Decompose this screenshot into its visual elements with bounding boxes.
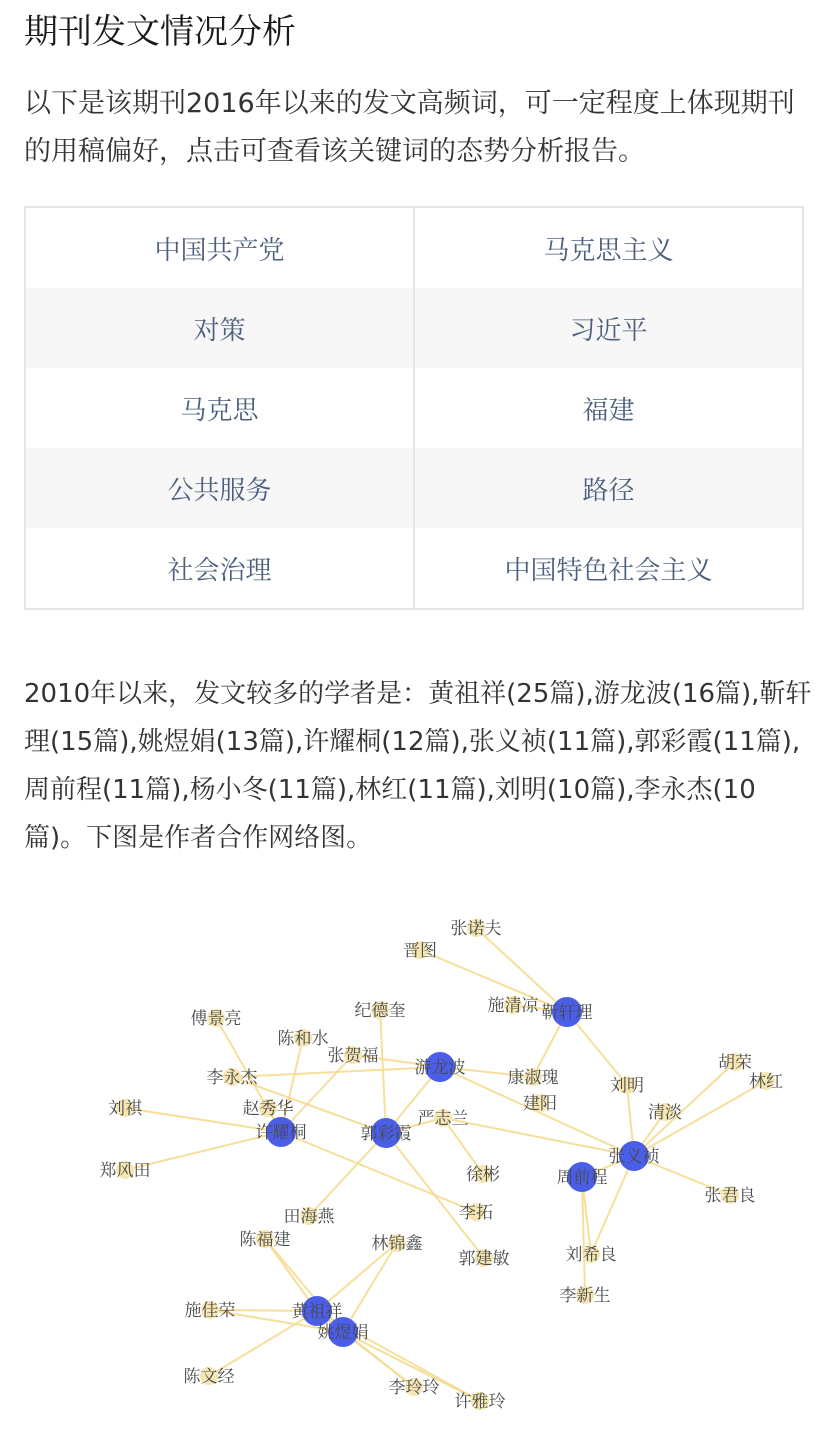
authors-paragraph: 2010年以来，发文较多的学者是：黄祖祥(25篇),游龙波(16篇),靳轩理(15篇),姚煜娟(13篇),许耀桐(12篇),张义祯(11篇),郭彩霞(11篇),周前程(11篇),杨小冬(11篇),林红(11篇),刘明(10篇),李永杰(10篇)。下图是作者合作网络图。 bbox=[24, 679, 812, 853]
network-edge bbox=[380, 1010, 386, 1133]
network-node-label: 施佳荣 bbox=[184, 1301, 236, 1321]
keyword-row bbox=[26, 448, 802, 528]
keyword-link[interactable]: 公共服务 bbox=[26, 448, 415, 528]
network-node-label: 刘明 bbox=[610, 1076, 644, 1096]
network-node-label: 陈和水 bbox=[277, 1029, 329, 1049]
network-node-label: 李玲玲 bbox=[388, 1378, 440, 1398]
keyword-link[interactable]: 中国特色社会主义 bbox=[504, 555, 713, 586]
network-node-label: 施清凉 bbox=[487, 996, 539, 1016]
network-node-label: 李永杰 bbox=[206, 1068, 258, 1088]
network-edge bbox=[343, 1243, 397, 1332]
network-edge bbox=[281, 1055, 353, 1132]
network-nodes bbox=[116, 919, 775, 1410]
network-node-label: 傅景亮 bbox=[190, 1009, 242, 1029]
network-node-label: 刘希良 bbox=[565, 1245, 617, 1265]
network-node-label: 陈福建 bbox=[239, 1230, 291, 1250]
network-node-label: 许耀桐 bbox=[255, 1123, 307, 1143]
network-node-label: 靳轩理 bbox=[541, 1003, 593, 1023]
keyword-link[interactable]: 对策 bbox=[26, 288, 415, 368]
keyword-link[interactable]: 路径 bbox=[582, 475, 635, 506]
keyword-row bbox=[26, 288, 802, 368]
network-node-label: 张君良 bbox=[704, 1186, 756, 1206]
network-edge bbox=[309, 1133, 386, 1216]
keyword-link[interactable]: 福建 bbox=[582, 395, 635, 426]
keyword-link[interactable]: 习近平 bbox=[569, 315, 648, 346]
keyword-link[interactable]: 马克思 bbox=[26, 368, 415, 448]
network-node-label: 田海燕 bbox=[283, 1207, 335, 1227]
network-node-label: 张诺夫 bbox=[450, 919, 502, 939]
network-node-label: 严志兰 bbox=[417, 1109, 469, 1129]
network-node-label: 林红 bbox=[749, 1072, 783, 1092]
network-node-label: 郭建敏 bbox=[458, 1249, 510, 1269]
network-node-label: 建阳 bbox=[523, 1094, 557, 1114]
network-node-label: 张义祯 bbox=[608, 1147, 660, 1167]
keyword-link[interactable]: 中国共产党 bbox=[26, 208, 415, 288]
network-labels bbox=[100, 919, 784, 1412]
network-node-label: 姚煜娟 bbox=[317, 1323, 369, 1343]
network-edges bbox=[125, 928, 766, 1401]
network-node-label: 陈文经 bbox=[183, 1367, 235, 1387]
network-node-label: 黄祖祥 bbox=[291, 1302, 343, 1322]
network-node-label: 郑风田 bbox=[99, 1161, 151, 1181]
network-node-label: 郭彩霞 bbox=[360, 1124, 412, 1144]
network-node-label: 游龙波 bbox=[414, 1058, 466, 1078]
network-node-label: 赵秀华 bbox=[242, 1099, 294, 1119]
network-node-label: 刘祺 bbox=[108, 1099, 142, 1119]
network-edge bbox=[232, 1067, 440, 1077]
keyword-link[interactable]: 马克思主义 bbox=[543, 235, 674, 266]
network-node-label: 徐彬 bbox=[466, 1165, 500, 1185]
network-node-label: 胡荣 bbox=[718, 1053, 752, 1073]
network-edge bbox=[443, 1118, 634, 1156]
network-node-label: 康淑瑰 bbox=[507, 1068, 559, 1088]
keyword-row bbox=[26, 208, 802, 288]
network-node-label: 张贺福 bbox=[327, 1046, 379, 1066]
section-title: 期刊发文情况分析 bbox=[24, 12, 296, 52]
network-node-label: 纪德奎 bbox=[354, 1001, 406, 1021]
keyword-link[interactable]: 社会治理 bbox=[26, 528, 415, 608]
network-node-label: 周前程 bbox=[556, 1168, 608, 1188]
network-node-label: 林锦鑫 bbox=[371, 1234, 423, 1254]
keyword-table bbox=[24, 206, 804, 610]
keyword-row bbox=[26, 368, 802, 448]
network-node-label: 清淡 bbox=[648, 1103, 682, 1123]
network-node-label: 李新生 bbox=[559, 1286, 611, 1306]
network-node-label: 晋图 bbox=[403, 941, 437, 961]
network-node-label: 许雅玲 bbox=[454, 1392, 506, 1412]
network-node-label: 李拓 bbox=[459, 1203, 493, 1223]
author-collaboration-network[interactable] bbox=[0, 880, 828, 1420]
intro-paragraph: 以下是该期刊2016年以来的发文高频词，可一定程度上体现期刊的用稿偏好，点击可查看该关键词的态势分析报告。 bbox=[24, 88, 795, 167]
keyword-row bbox=[26, 528, 802, 608]
